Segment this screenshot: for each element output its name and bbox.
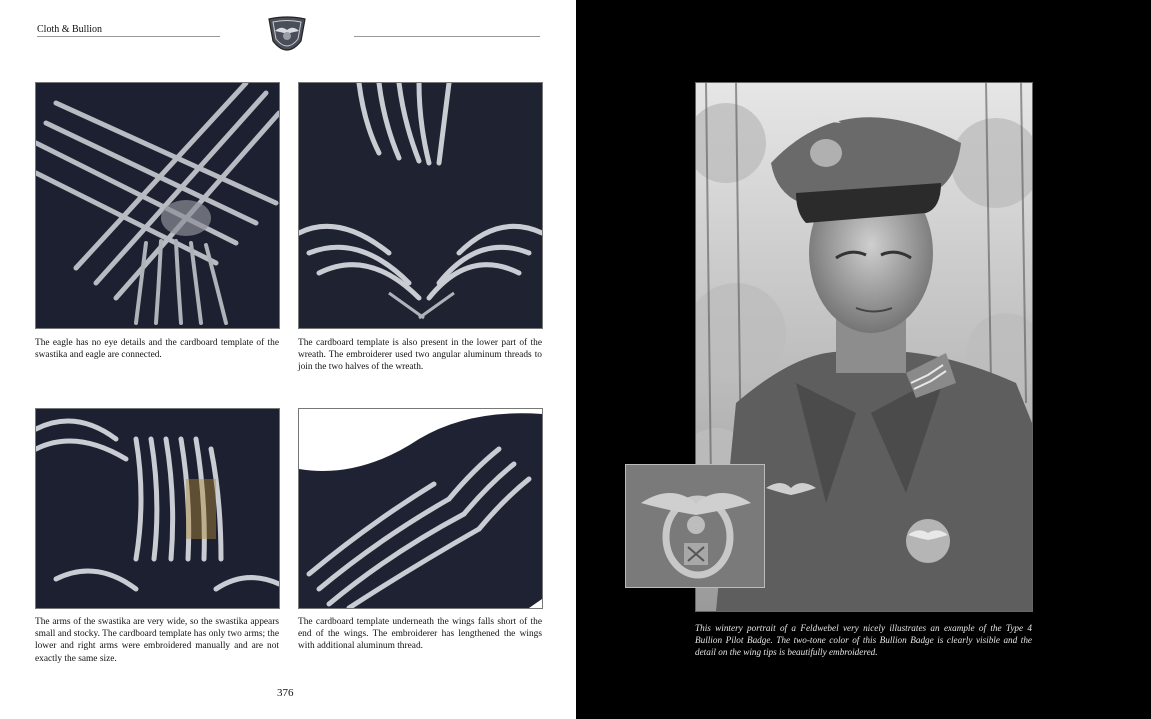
caption-wing: The cardboard template underneath the wings falls short of the end of the wings. The embroiderer has lengthened the wings with additional aluminum thread. <box>298 617 542 652</box>
embroidery-photo-swastika-arms <box>35 408 280 609</box>
embroidery-photo-wing <box>298 408 543 609</box>
pilot-badge-icon <box>267 15 307 57</box>
header-rule-left <box>37 36 220 37</box>
running-title: Cloth & Bullion <box>37 24 103 35</box>
embroidery-photo-wreath <box>298 82 543 329</box>
page-number: 376 <box>277 687 294 699</box>
pilot-badge-detail-inset <box>625 464 765 588</box>
embroidery-photo-swastika-eagle <box>35 82 280 329</box>
caption-wreath: The cardboard template is also present in the lower part of the wreath. The embroiderer used two angular aluminum threads to join the two halves of the wreath. <box>298 338 542 373</box>
header-rule-right <box>354 36 540 37</box>
portrait-caption: This wintery portrait of a Feldwebel very nicely illustrates an example of the Type 4 Bullion Pilot Badge. The two-tone color of this Bullion Badge is clearly visible and the detail on the wing tips is beautifully embroidered. <box>695 623 1032 658</box>
caption-swastika-eagle: The eagle has no eye details and the cardboard template of the swastika and eagle are connected. <box>35 338 279 361</box>
caption-swastika-arms: The arms of the swastika are very wide, so the swastika appears small and stocky. The cardboard template has only two arms; the lower and right arms were embroidered manually and are not exactly the same size. <box>35 617 279 664</box>
